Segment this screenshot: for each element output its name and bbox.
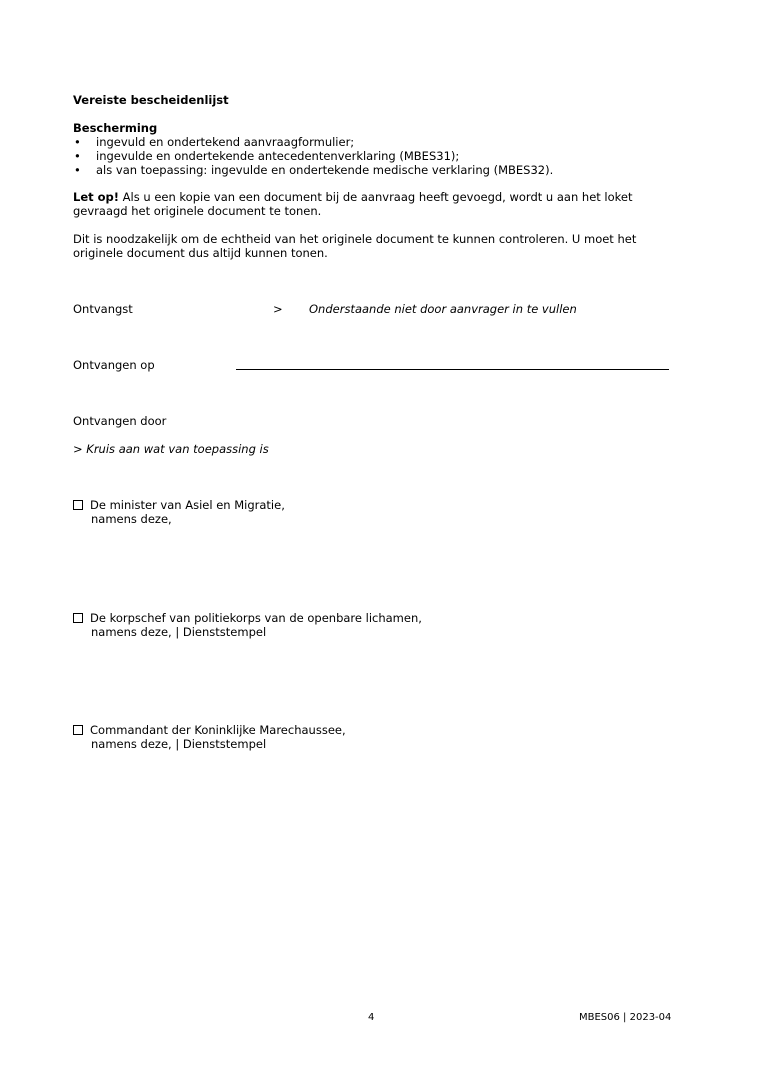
check-instruction: > Kruis aan wat van toepassing is [73, 442, 269, 456]
bullet-icon: • [74, 163, 81, 177]
page-number: 4 [368, 1012, 375, 1023]
notice-text: Als u een kopie van een document bij de aanvraag heeft gevoegd, wordt u aan het loket gevraagd het originele document te tonen. [73, 190, 633, 218]
list-item: • ingevuld en ondertekend aanvraagformulier; [74, 135, 355, 149]
form-code: MBES06 | 2023-04 [579, 1012, 672, 1023]
list-item: • als van toepassing: ingevulde en ondertekende medische verklaring (MBES32). [74, 163, 554, 177]
info-paragraph: Dit is noodzakelijk om de echtheid van het originele document te kunnen controleren. U moet het originele document dus altijd kunnen tonen. [73, 232, 637, 260]
bullet-icon: • [74, 135, 81, 149]
section-title: Bescherming [73, 121, 158, 135]
notice-lead: Let op! [73, 190, 120, 204]
arrow-icon: > [273, 302, 283, 316]
page-heading: Vereiste bescheidenlijst [73, 93, 229, 107]
checkbox-icon[interactable] [73, 725, 83, 735]
requirements-section [73, 121, 553, 177]
option-korpschef: De korpschef van politiekorps van de openbare lichamen, namens deze, | Dienststempel [73, 611, 422, 639]
received-on-value[interactable] [240, 355, 665, 369]
option-marechaussee: Commandant der Koninklijke Marechaussee, namens deze, | Dienststempel [73, 723, 346, 751]
receipt-instruction: Onderstaande niet door aanvrager in te vullen [309, 302, 577, 316]
received-by-label: Ontvangen door [73, 414, 167, 428]
option-minister: De minister van Asiel en Migratie, namens deze, [73, 498, 285, 526]
requirements-list [73, 135, 553, 177]
receipt-label: Ontvangst [73, 302, 133, 316]
received-on-label: Ontvangen op [73, 358, 155, 372]
list-item: • ingevulde en ondertekende antecedentenverklaring (MBES31); [74, 149, 460, 163]
checkbox-icon[interactable] [73, 613, 83, 623]
received-on-line [236, 369, 669, 370]
bullet-icon: • [74, 149, 81, 163]
checkbox-icon[interactable] [73, 500, 83, 510]
notice-paragraph [73, 190, 673, 218]
